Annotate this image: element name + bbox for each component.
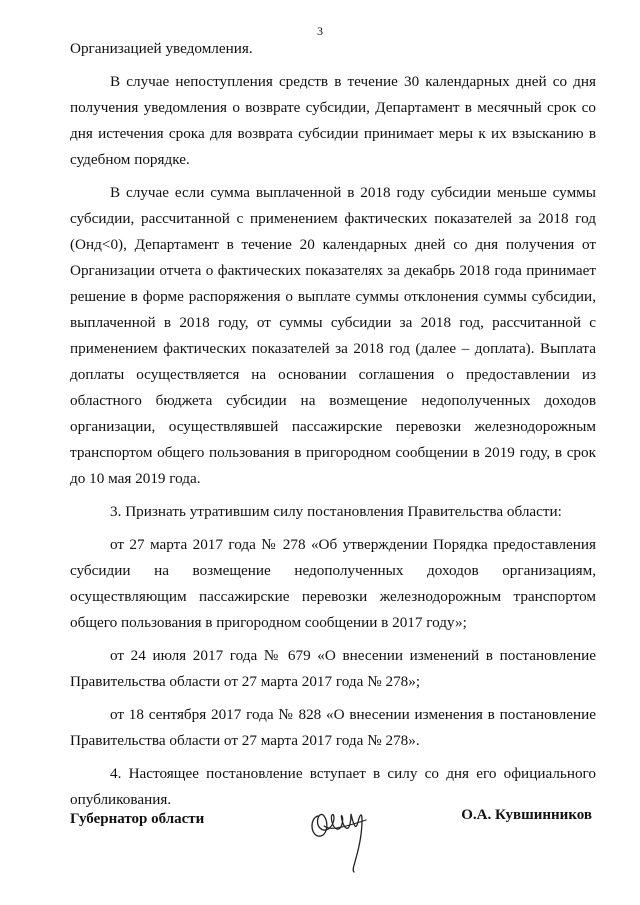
paragraph: В случае если сумма выплаченной в 2018 году субсидии меньше суммы субсидии, рассчитанной с применением фактических показателей за 2018 год (Онд<0), Департамент в течение 20 календарных дней со дня получения от Организации отчета о фактических показателях за декабрь 2018 года принимает решение в форме распоряжения о выплате суммы отклонения суммы субсидии, выплаченной в 2018 году, от суммы субсидии за 2018 год, рассчитанной с применением фактических показателей за 2018 год (далее – доплата). Выплата доплаты осуществляется на основании соглашения о предоставлении из областного бюджета субсидии на возмещение недополученных доходов организации, осуществлявшей пассажирские перевозки железнодорожным транспортом общего пользования в пригородном сообщении в 2019 году, в срок до 10 мая 2019 года. xyxy=(70,184,596,487)
page-number: 3 xyxy=(317,24,323,38)
paragraph: от 27 марта 2017 года № 278 «Об утверждении Порядка предоставления субсидии на возмещение недополученных доходов организациям, осуществляющим пассажирские перевозки железнодорожным транспортом общего пользования в пригородном сообщении в 2017 году»; xyxy=(70,536,596,631)
signatory-title: Губернатор области xyxy=(70,811,205,827)
handwritten-signature xyxy=(306,796,376,874)
signatory-name: О.А. Кувшинников xyxy=(461,807,592,823)
paragraph: Организацией уведомления. xyxy=(70,40,253,57)
paragraph: от 24 июля 2017 года № 679 «О внесении изменений в постановление Правительства области от 27 марта 2017 года № 278»; xyxy=(70,647,596,690)
paragraph: В случае непоступления средств в течение 30 календарных дней со дня получения уведомления о возврате субсидии, Департамент в месячный срок со дня истечения срока для возврата субсидии принимает меры к их взысканию в судебном порядке. xyxy=(70,73,596,168)
paragraph: 3. Признать утратившим силу постановления Правительства области: xyxy=(110,503,562,520)
paragraph: от 18 сентября 2017 года № 828 «О внесении изменения в постановление Правительства области от 27 марта 2017 года № 278». xyxy=(70,706,596,749)
document-body xyxy=(70,36,596,820)
paragraph: 4. Настоящее постановление вступает в силу со дня его официального опубликования. xyxy=(70,765,596,808)
signature-block xyxy=(70,796,596,876)
